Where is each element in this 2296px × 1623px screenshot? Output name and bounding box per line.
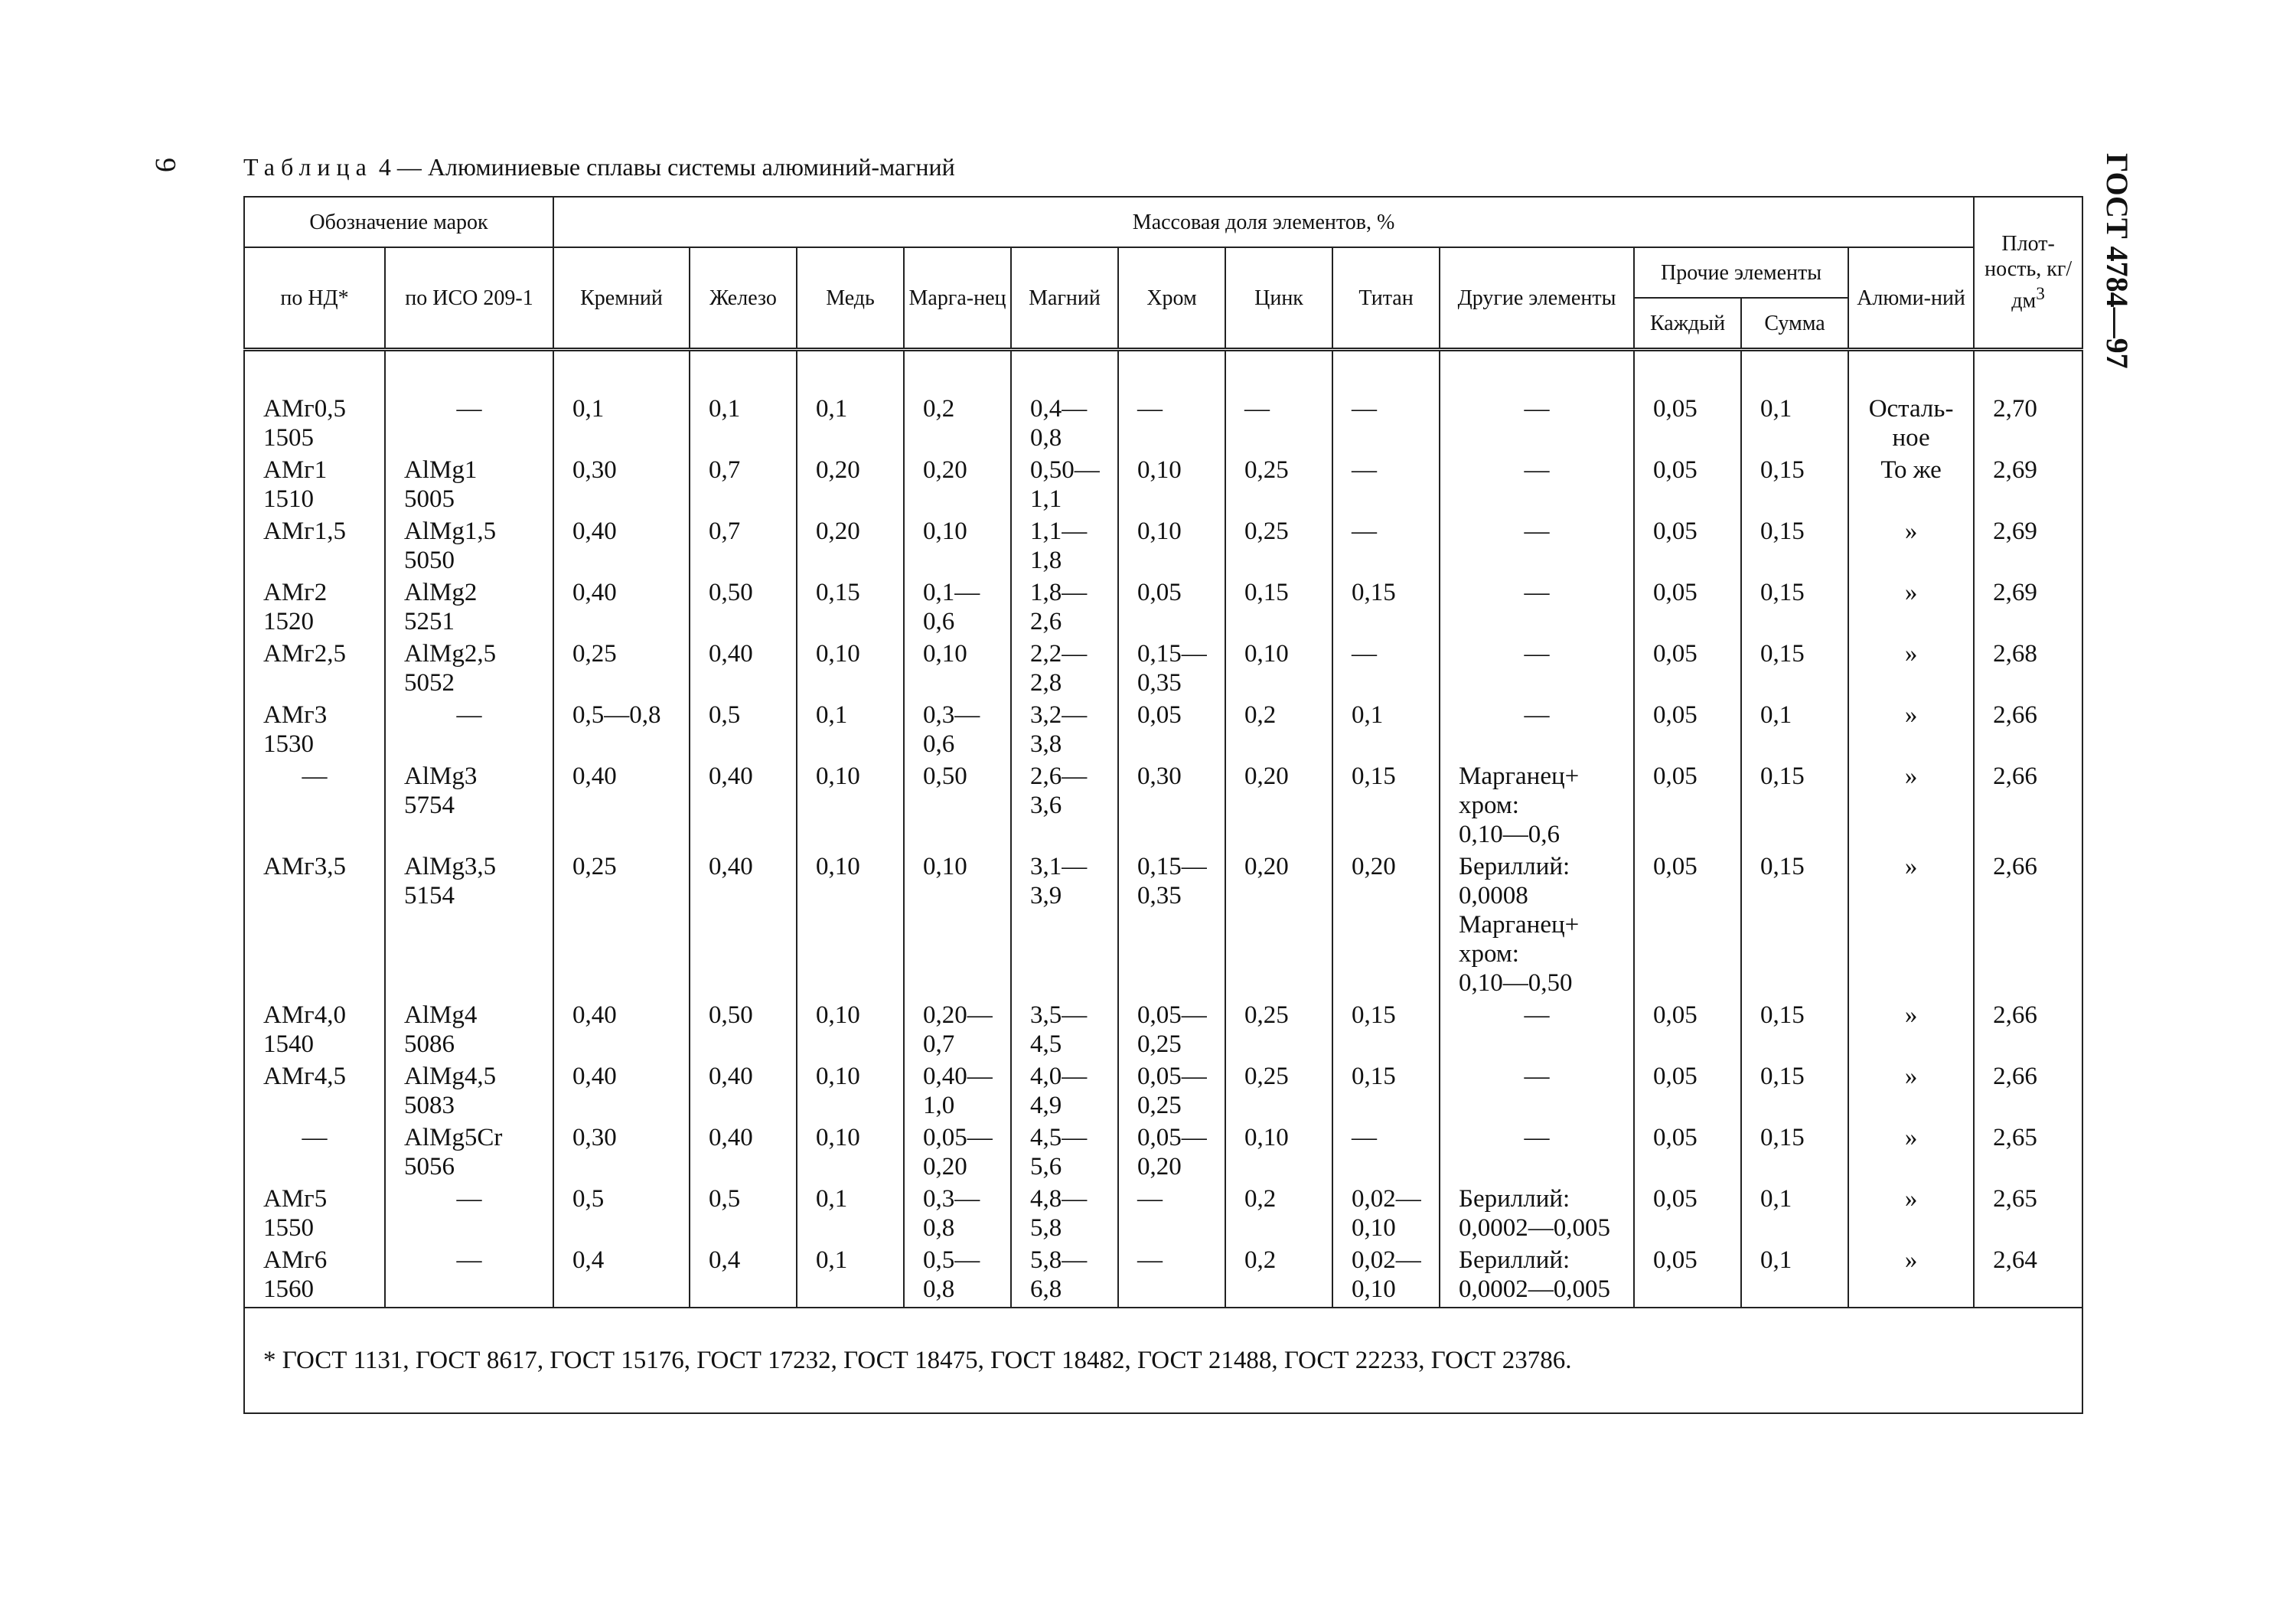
table-cell: 0,1 xyxy=(1741,1243,1848,1308)
table-row xyxy=(244,391,2082,452)
table-cell: 0,40 xyxy=(553,514,690,575)
table-cell: 0,05 xyxy=(1634,759,1741,849)
table-cell: То же xyxy=(1848,452,1974,514)
table-cell: 0,10 xyxy=(797,998,904,1059)
table-cell: 0,1 xyxy=(797,1181,904,1243)
table-row xyxy=(244,849,2082,998)
table-cell: 0,05 xyxy=(1634,391,1741,452)
table-cell: 0,15 xyxy=(1741,998,1848,1059)
table-cell: 0,5— 0,8 xyxy=(904,1243,1011,1308)
header-each: Каждый xyxy=(1634,298,1741,350)
table-cell: АМг1,5 xyxy=(244,514,385,575)
table-cell: — xyxy=(1118,1181,1225,1243)
table-cell: АМг1 1510 xyxy=(244,452,385,514)
table-cell: 0,05— 0,25 xyxy=(1118,1059,1225,1120)
table-cell: 0,1 xyxy=(797,1243,904,1308)
table-row xyxy=(244,514,2082,575)
table-cell: — xyxy=(1440,575,1634,636)
header-designation: Обозначение марок xyxy=(244,197,553,247)
table-cell: 0,40 xyxy=(690,1120,797,1181)
table-cell: 0,15 xyxy=(1332,998,1440,1059)
table-cell: 0,20 xyxy=(904,452,1011,514)
table-cell: — xyxy=(1332,452,1440,514)
alloy-table xyxy=(243,196,2083,1414)
table-cell: 0,4— 0,8 xyxy=(1011,391,1118,452)
header-iron: Железо xyxy=(690,247,797,350)
table-cell: — xyxy=(1332,636,1440,697)
table-cell: » xyxy=(1848,849,1974,998)
table-cell: 0,20 xyxy=(797,514,904,575)
table-row xyxy=(244,575,2082,636)
table-cell: 2,66 xyxy=(1974,849,2082,998)
table-cell: 0,7 xyxy=(690,452,797,514)
table-cell: 2,2— 2,8 xyxy=(1011,636,1118,697)
caption-label: Таблица xyxy=(243,153,373,181)
table-cell: 0,05 xyxy=(1634,1120,1741,1181)
table-cell: АМг4,5 xyxy=(244,1059,385,1120)
table-row xyxy=(244,697,2082,759)
table-cell: 0,25 xyxy=(1225,514,1332,575)
table-row xyxy=(244,1059,2082,1120)
table-cell: 0,50 xyxy=(690,998,797,1059)
header-density xyxy=(1974,197,2082,350)
table-cell: AlMg2,5 5052 xyxy=(385,636,553,697)
table-cell: 2,69 xyxy=(1974,514,2082,575)
table-cell: 0,10 xyxy=(797,1120,904,1181)
table-cell: 0,25 xyxy=(553,849,690,998)
header-copper: Медь xyxy=(797,247,904,350)
table-cell: 0,05 xyxy=(1634,514,1741,575)
table-cell: 2,6— 3,6 xyxy=(1011,759,1118,849)
table-cell: AlMg3 5754 xyxy=(385,759,553,849)
table-cell: 0,05 xyxy=(1634,575,1741,636)
table-cell: AlMg5Cr 5056 xyxy=(385,1120,553,1181)
table-cell: 2,66 xyxy=(1974,697,2082,759)
table-cell: 2,66 xyxy=(1974,998,2082,1059)
table-cell: 0,05 xyxy=(1634,1243,1741,1308)
table-cell: 0,20 xyxy=(1332,849,1440,998)
table-cell: — xyxy=(385,697,553,759)
table-cell: — xyxy=(1225,391,1332,452)
table-cell: 0,15 xyxy=(1225,575,1332,636)
table-cell: 2,69 xyxy=(1974,452,2082,514)
table-cell: 0,1 xyxy=(797,697,904,759)
table-row xyxy=(244,759,2082,849)
table-cell: — xyxy=(1332,1120,1440,1181)
header-zinc: Цинк xyxy=(1225,247,1332,350)
header-titanium: Титан xyxy=(1332,247,1440,350)
table-cell: — xyxy=(244,1120,385,1181)
table-cell: 0,20— 0,7 xyxy=(904,998,1011,1059)
header-by-nd: по НД* xyxy=(244,247,385,350)
table-row xyxy=(244,1181,2082,1243)
table-cell: 0,05 xyxy=(1634,697,1741,759)
table-cell: 0,10 xyxy=(1225,1120,1332,1181)
table-cell: 0,40 xyxy=(690,759,797,849)
table-cell: 0,20 xyxy=(1225,849,1332,998)
table-cell: » xyxy=(1848,575,1974,636)
table-row xyxy=(244,1120,2082,1181)
table-cell: 0,25 xyxy=(553,636,690,697)
table-cell: АМг6 1560 xyxy=(244,1243,385,1308)
table-row xyxy=(244,452,2082,514)
table-cell: 0,7 xyxy=(690,514,797,575)
table-cell: 2,64 xyxy=(1974,1243,2082,1308)
table-cell: 0,1 xyxy=(1741,391,1848,452)
table-cell: — xyxy=(385,391,553,452)
table-row xyxy=(244,998,2082,1059)
table-cell: » xyxy=(1848,636,1974,697)
table-cell: 0,2 xyxy=(1225,1181,1332,1243)
table-cell: АМг0,5 1505 xyxy=(244,391,385,452)
table-cell: — xyxy=(1440,1059,1634,1120)
table-cell: Бериллий: 0,0002—0,005 xyxy=(1440,1243,1634,1308)
table-cell: 0,30 xyxy=(1118,759,1225,849)
table-cell: АМг2 1520 xyxy=(244,575,385,636)
table-cell: 5,8— 6,8 xyxy=(1011,1243,1118,1308)
table-cell: AlMg3,5 5154 xyxy=(385,849,553,998)
table-cell: Бериллий: 0,0002—0,005 xyxy=(1440,1181,1634,1243)
table-cell: Осталь- ное xyxy=(1848,391,1974,452)
table-row xyxy=(244,636,2082,697)
table-cell: 3,5— 4,5 xyxy=(1011,998,1118,1059)
table-cell: 0,1 xyxy=(553,391,690,452)
table-cell: 0,5—0,8 xyxy=(553,697,690,759)
table-cell: 0,15— 0,35 xyxy=(1118,849,1225,998)
table-cell: 0,3— 0,6 xyxy=(904,697,1011,759)
header-other: Другие элементы xyxy=(1440,247,1634,350)
table-cell: 0,1 xyxy=(1741,697,1848,759)
header-mass-fraction: Массовая доля элементов, % xyxy=(553,197,1974,247)
table-cell: 0,15 xyxy=(1332,1059,1440,1120)
caption-text: 4 — Алюминиевые сплавы системы алюминий-магний xyxy=(378,153,955,181)
table-cell: 0,02— 0,10 xyxy=(1332,1243,1440,1308)
table-cell: 1,8— 2,6 xyxy=(1011,575,1118,636)
table-cell: 0,2 xyxy=(904,391,1011,452)
header-density-sup: 3 xyxy=(2036,284,2045,305)
table-cell: 0,5 xyxy=(690,697,797,759)
table-cell: 0,02— 0,10 xyxy=(1332,1181,1440,1243)
table-cell: 0,05— 0,20 xyxy=(1118,1120,1225,1181)
table-cell: 0,10 xyxy=(1118,514,1225,575)
table-cell: 0,15 xyxy=(1741,849,1848,998)
header-sum: Сумма xyxy=(1741,298,1848,350)
table-cell: 2,66 xyxy=(1974,1059,2082,1120)
table-cell: — xyxy=(1118,1243,1225,1308)
table-cell: 3,2— 3,8 xyxy=(1011,697,1118,759)
table-cell: 0,05 xyxy=(1634,636,1741,697)
table-cell: 0,25 xyxy=(1225,998,1332,1059)
table-cell: 0,10 xyxy=(797,1059,904,1120)
table-cell: 4,8— 5,8 xyxy=(1011,1181,1118,1243)
table-cell: 0,3— 0,8 xyxy=(904,1181,1011,1243)
table-cell: 0,2 xyxy=(1225,1243,1332,1308)
header-other-elements: Прочие элементы xyxy=(1634,247,1848,298)
table-cell: — xyxy=(1118,391,1225,452)
table-cell: 0,1 xyxy=(1332,697,1440,759)
table-cell: 0,50 xyxy=(904,759,1011,849)
table-cell: 0,40 xyxy=(553,575,690,636)
header-by-iso: по ИСО 209-1 xyxy=(385,247,553,350)
header-aluminium: Алюми-ний xyxy=(1848,247,1974,350)
table-cell: 1,1— 1,8 xyxy=(1011,514,1118,575)
table-cell: 0,05 xyxy=(1634,452,1741,514)
table-cell: 0,15 xyxy=(1741,636,1848,697)
table-cell: 0,05— 0,20 xyxy=(904,1120,1011,1181)
table-cell: 2,66 xyxy=(1974,759,2082,849)
table-cell: АМг3 1530 xyxy=(244,697,385,759)
table-cell: Бериллий: 0,0008 Марганец+ хром: 0,10—0,50 xyxy=(1440,849,1634,998)
table-cell: 0,1 xyxy=(690,391,797,452)
table-cell: 0,10 xyxy=(797,849,904,998)
table-cell: » xyxy=(1848,998,1974,1059)
table-cell: » xyxy=(1848,1181,1974,1243)
table-cell: 0,15 xyxy=(1741,575,1848,636)
header-magnesium: Магний xyxy=(1011,247,1118,350)
table-cell: АМг5 1550 xyxy=(244,1181,385,1243)
table-cell: — xyxy=(244,759,385,849)
table-cell: 0,30 xyxy=(553,1120,690,1181)
table-cell: 0,40 xyxy=(553,998,690,1059)
table-cell: — xyxy=(1440,636,1634,697)
table-cell: 0,05— 0,25 xyxy=(1118,998,1225,1059)
table-cell: 0,15— 0,35 xyxy=(1118,636,1225,697)
table-cell: АМг4,0 1540 xyxy=(244,998,385,1059)
table-cell: 0,25 xyxy=(1225,452,1332,514)
table-cell: 0,1 xyxy=(797,391,904,452)
table-cell: 0,40 xyxy=(553,1059,690,1120)
table-cell: » xyxy=(1848,514,1974,575)
table-cell: 2,69 xyxy=(1974,575,2082,636)
table-cell: — xyxy=(1440,391,1634,452)
table-cell: — xyxy=(1440,1120,1634,1181)
table-cell: 0,2 xyxy=(1225,697,1332,759)
table-cell: — xyxy=(1440,697,1634,759)
table-cell: 0,50 xyxy=(690,575,797,636)
table-cell: 0,4 xyxy=(553,1243,690,1308)
table-cell: АМг2,5 xyxy=(244,636,385,697)
table-cell: 0,05 xyxy=(1634,998,1741,1059)
header-manganese: Марга-нец xyxy=(904,247,1011,350)
table-cell: 4,5— 5,6 xyxy=(1011,1120,1118,1181)
table-cell: 0,15 xyxy=(1741,514,1848,575)
table-cell: 0,05 xyxy=(1118,697,1225,759)
table-cell: 0,30 xyxy=(553,452,690,514)
table-cell: 0,10 xyxy=(797,759,904,849)
table-cell: 0,15 xyxy=(797,575,904,636)
table-cell: 0,40 xyxy=(690,1059,797,1120)
table-cell: 4,0— 4,9 xyxy=(1011,1059,1118,1120)
table-cell: 0,10 xyxy=(904,514,1011,575)
table-cell: 2,65 xyxy=(1974,1181,2082,1243)
table-cell: 0,5 xyxy=(553,1181,690,1243)
table-cell: — xyxy=(1332,514,1440,575)
table-cell: 0,4 xyxy=(690,1243,797,1308)
table-cell: 2,65 xyxy=(1974,1120,2082,1181)
table-cell: 0,15 xyxy=(1332,575,1440,636)
table-cell: 0,10 xyxy=(904,849,1011,998)
table-cell: — xyxy=(1332,391,1440,452)
header-silicon: Кремний xyxy=(553,247,690,350)
table-cell: 0,10 xyxy=(904,636,1011,697)
table-cell: 0,1 xyxy=(1741,1181,1848,1243)
table-cell: 0,15 xyxy=(1741,759,1848,849)
table-cell: 0,20 xyxy=(797,452,904,514)
footnote: * ГОСТ 1131, ГОСТ 8617, ГОСТ 15176, ГОСТ 17232, ГОСТ 18475, ГОСТ 18482, ГОСТ 21488, ГОСТ 22233, ГОСТ 23786. xyxy=(244,1308,2082,1413)
table-cell: 0,40 xyxy=(690,849,797,998)
table-cell: 0,05 xyxy=(1118,575,1225,636)
table-cell: AlMg1,5 5050 xyxy=(385,514,553,575)
header-density-text: Плот-ность, кг/дм xyxy=(1985,232,2073,313)
table-cell: 0,15 xyxy=(1741,452,1848,514)
table-cell: — xyxy=(1440,998,1634,1059)
table-cell: 0,40 xyxy=(690,636,797,697)
table-cell: 0,40— 1,0 xyxy=(904,1059,1011,1120)
table-cell: » xyxy=(1848,1120,1974,1181)
table-cell: 0,5 xyxy=(690,1181,797,1243)
table-cell: 0,10 xyxy=(1225,636,1332,697)
table-cell: 3,1— 3,9 xyxy=(1011,849,1118,998)
table-cell: 0,15 xyxy=(1332,759,1440,849)
table-cell: AlMg4,5 5083 xyxy=(385,1059,553,1120)
table-cell: AlMg4 5086 xyxy=(385,998,553,1059)
table-cell: 0,05 xyxy=(1634,849,1741,998)
table-cell: — xyxy=(385,1181,553,1243)
table-cell: 0,10 xyxy=(1118,452,1225,514)
table-cell: 0,1— 0,6 xyxy=(904,575,1011,636)
table-cell: 0,25 xyxy=(1225,1059,1332,1120)
table-cell: 0,50— 1,1 xyxy=(1011,452,1118,514)
table-caption xyxy=(243,153,955,181)
table-cell: 0,15 xyxy=(1741,1120,1848,1181)
table-cell: AlMg2 5251 xyxy=(385,575,553,636)
table-cell: 2,68 xyxy=(1974,636,2082,697)
header-chromium: Хром xyxy=(1118,247,1225,350)
table-cell: » xyxy=(1848,759,1974,849)
table-cell: 0,10 xyxy=(797,636,904,697)
document-header: ГОСТ 4784—97 xyxy=(2100,153,2135,369)
table-cell: — xyxy=(1440,514,1634,575)
table-cell: — xyxy=(385,1243,553,1308)
table-cell: Марганец+ хром: 0,10—0,6 xyxy=(1440,759,1634,849)
table-cell: 0,05 xyxy=(1634,1181,1741,1243)
table-cell: 0,40 xyxy=(553,759,690,849)
spacer-row xyxy=(244,350,2082,392)
page-number: 9 xyxy=(149,158,181,172)
table-cell: » xyxy=(1848,697,1974,759)
table-cell: АМг3,5 xyxy=(244,849,385,998)
table-cell: 0,15 xyxy=(1741,1059,1848,1120)
table-cell: 0,20 xyxy=(1225,759,1332,849)
table-cell: AlMg1 5005 xyxy=(385,452,553,514)
table-row xyxy=(244,1243,2082,1308)
table-cell: » xyxy=(1848,1243,1974,1308)
table-cell: 2,70 xyxy=(1974,391,2082,452)
table-cell: — xyxy=(1440,452,1634,514)
table-cell: 0,05 xyxy=(1634,1059,1741,1120)
table-cell: » xyxy=(1848,1059,1974,1120)
